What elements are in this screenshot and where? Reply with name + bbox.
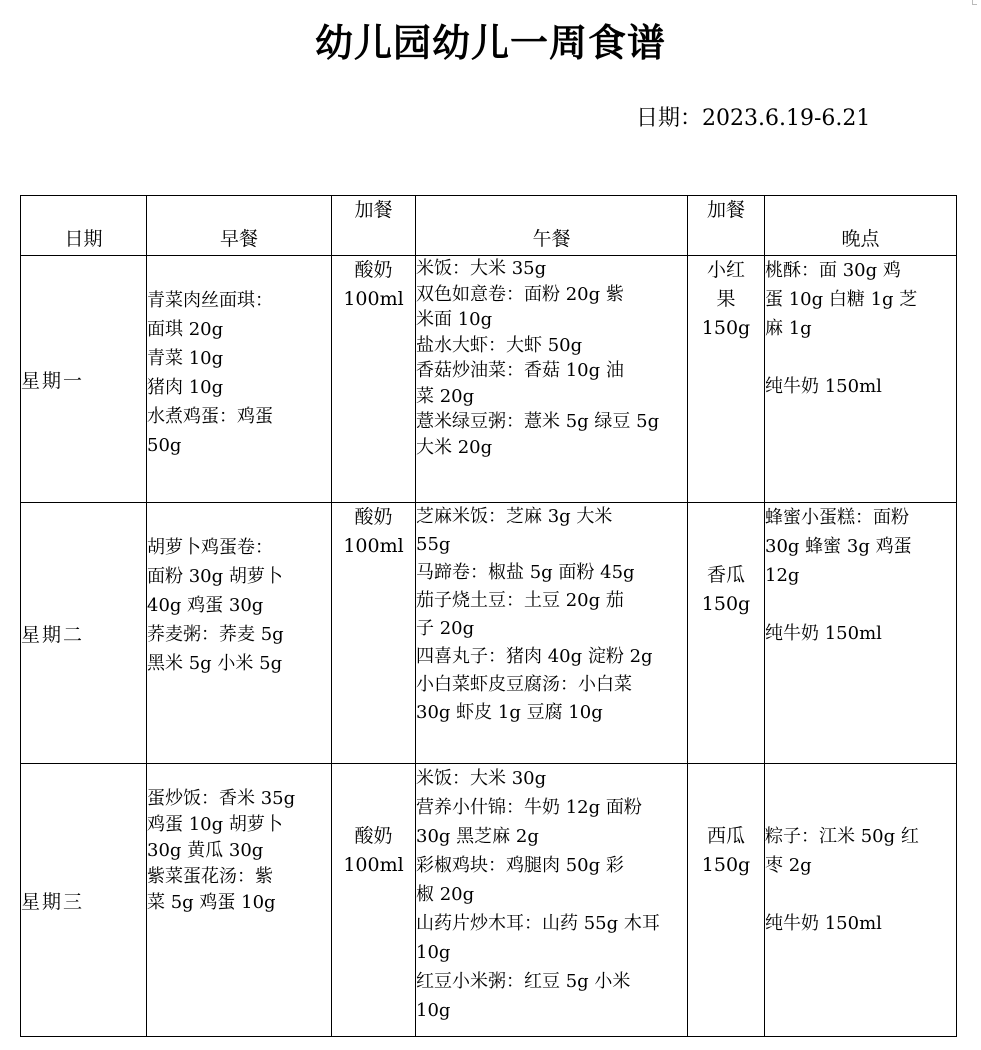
- snack-afternoon-cell: 香瓜 150g: [688, 503, 765, 764]
- page-corner-mark: [972, 0, 977, 5]
- dinner-milk: 纯牛奶 150ml: [765, 376, 882, 397]
- snack-morning-cell: 酸奶 100ml: [332, 764, 416, 1037]
- table-row: [21, 764, 957, 1037]
- snack-afternoon-cell: 西瓜 150g: [688, 764, 765, 1037]
- dinner-milk: 纯牛奶 150ml: [765, 623, 882, 644]
- lunch-cell: 米饭：大米 35g 双色如意卷：面粉 20g 紫 米面 10g 盐水大虾：大虾 50g 香菇炒油菜：香菇 10g 油 菜 20g 薏米绿豆粥：薏米 5g 绿豆 5g 大米 20g: [416, 256, 688, 503]
- day-cell: 星期一: [21, 256, 147, 503]
- weekly-menu-table: [20, 195, 957, 1037]
- day-cell: 星期三: [21, 764, 147, 1037]
- table-row: [21, 256, 957, 503]
- dinner-cell: 蜂蜜小蛋糕：面粉 30g 蜂蜜 3g 鸡蛋 12g 纯牛奶 150ml: [765, 503, 957, 764]
- snack-morning-cell: 酸奶 100ml: [332, 256, 416, 503]
- header-breakfast: 早餐: [147, 196, 332, 256]
- table-header-row: [21, 196, 957, 256]
- dinner-cell: 桃酥：面 30g 鸡 蛋 10g 白糖 1g 芝 麻 1g 纯牛奶 150ml: [765, 256, 957, 503]
- header-snack-afternoon: 加餐: [688, 196, 765, 256]
- lunch-cell: 米饭：大米 30g 营养小什锦：牛奶 12g 面粉 30g 黑芝麻 2g 彩椒鸡块：鸡腿肉 50g 彩 椒 20g 山药片炒木耳：山药 55g 木耳 10g 红豆小米粥：红豆 5g 小米 10g: [416, 764, 688, 1037]
- header-snack-morning: 加餐: [332, 196, 416, 256]
- day-cell: 星期二: [21, 503, 147, 764]
- breakfast-cell: 蛋炒饭：香米 35g 鸡蛋 10g 胡萝卜 30g 黄瓜 30g 紫菜蛋花汤：紫 菜 5g 鸡蛋 10g: [147, 764, 332, 1037]
- table-row: [21, 503, 957, 764]
- date-range: 日期：2023.6.19-6.21: [636, 106, 871, 131]
- header-lunch: 午餐: [416, 196, 688, 256]
- header-dinner: 晚点: [765, 196, 957, 256]
- breakfast-cell: 青菜肉丝面琪： 面琪 20g 青菜 10g 猪肉 10g 水煮鸡蛋：鸡蛋 50g: [147, 256, 332, 503]
- lunch-cell: 芝麻米饭：芝麻 3g 大米 55g 马蹄卷：椒盐 5g 面粉 45g 茄子烧土豆：土豆 20g 茄 子 20g 四喜丸子：猪肉 40g 淀粉 2g 小白菜虾皮豆腐汤：小白菜 30g 虾皮 1g 豆腐 10g: [416, 503, 688, 764]
- header-date: 日期: [21, 196, 147, 256]
- snack-afternoon-cell: 小红 果 150g: [688, 256, 765, 503]
- snack-morning-cell: 酸奶 100ml: [332, 503, 416, 764]
- breakfast-cell: 胡萝卜鸡蛋卷： 面粉 30g 胡萝卜 40g 鸡蛋 30g 荞麦粥：荞麦 5g 黑米 5g 小米 5g: [147, 503, 332, 764]
- dinner-milk: 纯牛奶 150ml: [765, 913, 882, 934]
- page-title: 幼儿园幼儿一周食谱: [314, 21, 666, 65]
- dinner-cell: 粽子：江米 50g 红 枣 2g 纯牛奶 150ml: [765, 764, 957, 1037]
